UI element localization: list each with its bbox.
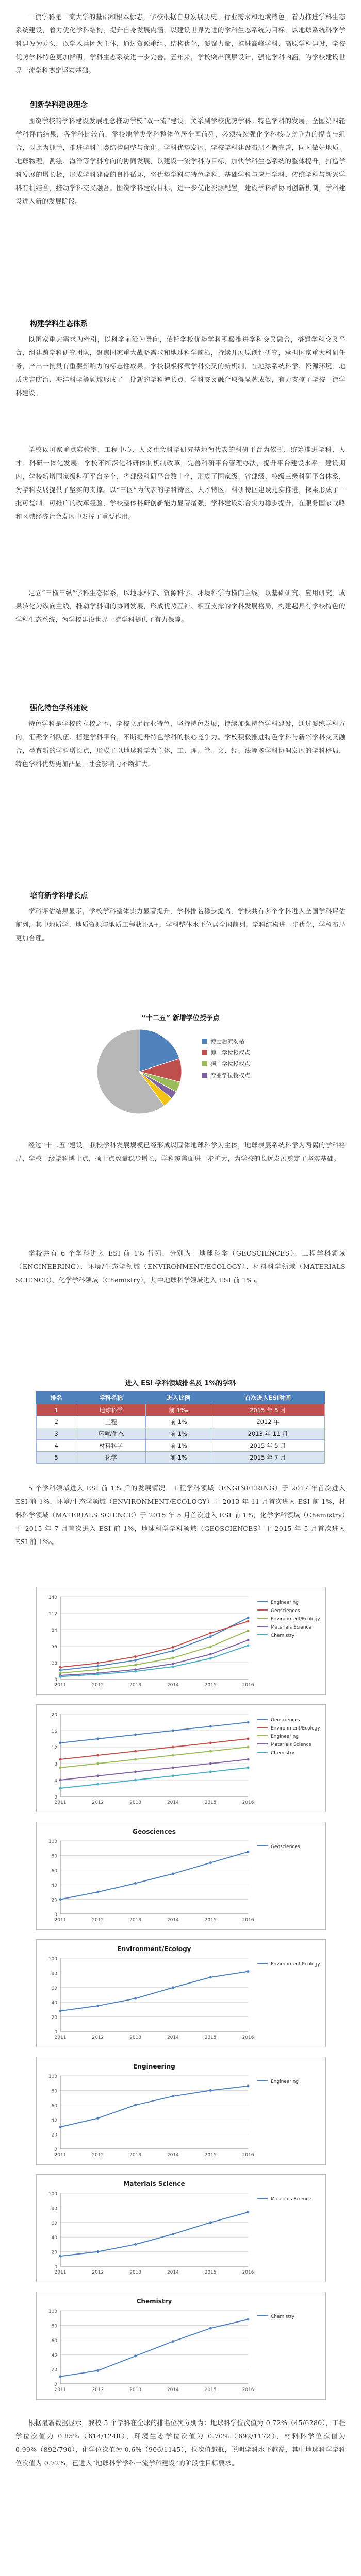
y-tick-label: 20 xyxy=(51,1897,57,1903)
data-point xyxy=(96,1775,99,1777)
section-ranking xyxy=(15,2416,346,2470)
table-cell: 化学 xyxy=(76,1452,146,1464)
x-tick-label: 2014 xyxy=(167,1683,179,1688)
data-point xyxy=(96,1662,99,1665)
esi-header-ratio: 进入比例 xyxy=(146,1392,211,1404)
table-cell: 3 xyxy=(37,1428,76,1440)
table-cell: 环境/生态 xyxy=(76,1428,146,1440)
line-chart-materials-svg xyxy=(37,2175,325,2282)
y-tick-label: 40 xyxy=(51,2353,57,2359)
legend-label: Engineering xyxy=(271,1734,299,1739)
x-tick-label: 2015 xyxy=(204,1918,217,1923)
section-2b xyxy=(15,443,346,523)
data-point xyxy=(172,2095,174,2097)
legend-label: Environment Ecology xyxy=(271,1962,320,1967)
table-cell: 材料科学 xyxy=(76,1440,146,1452)
data-point xyxy=(209,1653,212,1656)
data-point xyxy=(59,1669,62,1671)
x-tick-label: 2011 xyxy=(54,2035,67,2040)
data-point xyxy=(172,1730,174,1732)
x-tick-label: 2014 xyxy=(167,2387,179,2393)
table-cell: 2015 年 7 月 xyxy=(211,1452,325,1464)
data-point xyxy=(172,1986,174,1989)
section-4 xyxy=(15,905,346,945)
legend-label: Chemistry xyxy=(271,1633,295,1638)
table-row xyxy=(37,1404,325,1416)
data-point xyxy=(247,1746,250,1749)
section-heading-2: 构建学科生态体系 xyxy=(30,320,88,328)
data-point xyxy=(96,1891,99,1893)
data-point xyxy=(59,1672,62,1674)
data-point xyxy=(172,2340,174,2343)
data-point xyxy=(209,1742,212,1744)
data-point xyxy=(134,1750,137,1753)
x-tick-label: 2011 xyxy=(54,2270,67,2275)
y-tick-label: 84 xyxy=(51,1628,57,1633)
x-tick-label: 2016 xyxy=(242,1800,254,1805)
data-point xyxy=(209,1976,212,1978)
data-point xyxy=(247,1630,250,1632)
data-point xyxy=(209,1657,212,1660)
series-line xyxy=(60,1972,248,2011)
paragraph-section-2b: 学校以国家重点实验室、工程中心、人文社会科学研究基地为代表的科研平台为依托，统筹推进学科、人才、科研一体化发展。学校不断深化科研体制机制改革，完善科研平台管理办法，提升平台建设水平。建设期内，学校新增国家级科研平台多个，省部级科研平台数十个，形成了国家级、省部级、校级三级科研平台体系，为学科发展提供了坚实的支撑。以“三区”为代表的学科特区、人才特区、科研特区建设扎实推进，探索形成了一批可复制、可推广的改革经验，学校整体科研创新能力显著增强，学科建设综合实力稳步提升，在服务国家战略和区域经济社会发展中发挥了重要作用。 xyxy=(15,446,346,520)
x-tick-label: 2014 xyxy=(167,2270,179,2275)
y-tick-label: 20 xyxy=(51,1713,57,1718)
y-tick-label: 60 xyxy=(51,2338,57,2344)
data-point xyxy=(96,1754,99,1757)
x-tick-label: 2011 xyxy=(54,2387,67,2393)
table-cell: 2015 年 5 月 xyxy=(211,1440,325,1452)
esi-table-header-row xyxy=(37,1392,325,1404)
pie-legend-label: 博士后流动站 xyxy=(210,1038,244,1045)
data-point xyxy=(96,2369,99,2372)
data-point xyxy=(247,1721,250,1724)
y-tick-label: 0 xyxy=(54,2030,57,2035)
legend-label: Chemistry xyxy=(271,1751,295,1756)
paragraph-section-2c: 建立“三横三纵”学科生态体系，以地球科学、资源科学、环境科学为横向主线，以基础研究、应用研究、成果转化为纵向主线，推动学科间的协同发展，形成优势互补、相互支撑的学科发展格局，构建起具有学校特色的学科生态系统，为学校建设世界一流学科提供了有力保障。 xyxy=(15,589,346,623)
data-point xyxy=(59,2010,62,2012)
y-tick-label: 60 xyxy=(51,2221,57,2226)
y-tick-label: 20 xyxy=(51,2250,57,2256)
x-tick-label: 2013 xyxy=(129,2387,142,2393)
table-cell: 2015 年 5 月 xyxy=(211,1404,325,1416)
table-cell: 前 1% xyxy=(146,1428,211,1440)
pie-chart-svg xyxy=(83,1011,278,1119)
x-tick-label: 2016 xyxy=(242,1918,254,1923)
data-point xyxy=(247,2211,250,2213)
data-point xyxy=(134,1779,137,1782)
legend-label: Engineering xyxy=(271,2079,299,2084)
pie-legend-swatch xyxy=(202,1050,207,1055)
table-cell: 地球科学 xyxy=(76,1404,146,1416)
x-tick-label: 2011 xyxy=(54,1918,67,1923)
data-point xyxy=(96,1783,99,1786)
x-tick-label: 2016 xyxy=(242,2153,254,2158)
series-line xyxy=(60,2212,248,2256)
legend-label: Geosciences xyxy=(271,1608,300,1614)
series-line xyxy=(60,1621,248,1667)
y-tick-label: 20 xyxy=(51,2132,57,2138)
table-cell: 5 xyxy=(37,1452,76,1464)
data-point xyxy=(59,1666,62,1669)
legend-label: Materials Science xyxy=(271,1625,312,1630)
legend-label: Geosciences xyxy=(271,1844,300,1850)
pie-legend-swatch xyxy=(202,1073,207,1078)
pie-legend-label: 博士学位授权点 xyxy=(210,1049,250,1056)
section-heading-3: 强化特色学科建设 xyxy=(30,704,88,713)
x-tick-label: 2013 xyxy=(129,2153,142,2158)
data-point xyxy=(209,1762,212,1765)
paragraph-esi-detail: 5 个学科领域进入 ESI 前 1% 后的发展情况，工程学科领域（ENGINEERING）于 2017 年首次进入 ESI 前 1%，环境/生态学领域（ENVIRONMENT/ECOLOGY）于 2013 年 11 月首次进入 ESI 前 1%，材料科学领域（MATERIALS SCIENCE）于 2015 年 5 月首次进入 ESI 前 1%，化学学科领域（Chemistry）于 2015 年 7 月首次进入 ESI 前 1%，地球科学学科领域（GEOSCIENCES）于 2015 年 5 月首次进入 ESI 前 1‰。 xyxy=(15,1484,346,1546)
y-tick-label: 0 xyxy=(54,1795,57,1800)
x-tick-label: 2015 xyxy=(204,2270,217,2275)
x-tick-label: 2015 xyxy=(204,1800,217,1805)
line-chart-1-svg xyxy=(37,1587,325,1694)
x-tick-label: 2011 xyxy=(54,2153,67,2158)
esi-table xyxy=(36,1391,325,1464)
paragraph-section-4: 学科评估结果显示，学校学科整体实力显著提升，学科排名稳步提高，学校共有多个学科进入全国学科评估前列，其中地质学、地质资源与地质工程获评A+，学科整体水平位居全国前列，学科结构进一步优化，学科布局更加合理。 xyxy=(15,907,346,942)
y-tick-label: 12 xyxy=(51,1745,57,1751)
line-chart-1 xyxy=(36,1587,326,1695)
data-point xyxy=(134,1734,137,1736)
x-tick-label: 2014 xyxy=(167,2035,179,2040)
y-tick-label: 60 xyxy=(51,1986,57,1991)
paragraph-esi-intro: 学校共有 6 个学科进入 ESI 前 1% 行列，分别为：地球科学（GEOSCIENCES）、工程学科领域（ENGINEERING）、环境/生态学领域（ENVIRONMENT/ECOLOGY）、材料科学领域（MATERIALS SCIENCE）、化学学科领域（Chemistry），其中地球科学领域进入 ESI 前 1‰。 xyxy=(15,1249,346,1284)
data-point xyxy=(59,2126,62,2128)
data-point xyxy=(96,1665,99,1667)
section-esi-detail xyxy=(15,1482,346,1549)
y-tick-label: 60 xyxy=(51,1868,57,1874)
data-point xyxy=(209,1750,212,1753)
x-tick-label: 2016 xyxy=(242,2387,254,2393)
pie-title: “十二五” 新增学位授予点 xyxy=(141,1014,220,1022)
data-point xyxy=(247,1970,250,1973)
table-cell: 2 xyxy=(37,1416,76,1428)
x-tick-label: 2013 xyxy=(129,2270,142,2275)
esi-table-title: 进入 ESI 学科领域排名及 1%的学科 xyxy=(125,1380,236,1387)
x-tick-label: 2012 xyxy=(92,1800,104,1805)
data-point xyxy=(59,1898,62,1901)
y-tick-label: 100 xyxy=(48,1839,57,1844)
line-chart-environment xyxy=(36,1939,326,2047)
data-point xyxy=(247,1758,250,1761)
y-tick-label: 100 xyxy=(48,2192,57,2197)
paragraph-section-5: 经过“十二五”建设，我校学科发展规模已经形成以固体地球科学为主体，地球表层系统科学为两翼的学科格局，学校一级学科博士点、硕士点数量稳步增长，学科覆盖面进一步扩大，为学校的长远发展奠定了坚实基础。 xyxy=(15,1141,346,1162)
x-tick-label: 2011 xyxy=(54,1683,67,1688)
data-point xyxy=(172,1650,174,1652)
y-tick-label: 20 xyxy=(51,2015,57,2021)
data-point xyxy=(209,1725,212,1728)
x-tick-label: 2014 xyxy=(167,2153,179,2158)
line-chart-2 xyxy=(36,1704,326,1812)
data-point xyxy=(172,2233,174,2235)
intro-section xyxy=(15,10,346,77)
data-point xyxy=(134,1882,137,1885)
line-chart-2-svg xyxy=(37,1705,325,1812)
y-tick-label: 0 xyxy=(54,2382,57,2387)
table-cell: 前 1% xyxy=(146,1416,211,1428)
x-tick-label: 2012 xyxy=(92,2270,104,2275)
data-point xyxy=(247,1851,250,1853)
y-tick-label: 40 xyxy=(51,2235,57,2241)
y-tick-label: 16 xyxy=(51,1729,57,1734)
series-line xyxy=(60,1759,248,1780)
data-point xyxy=(96,1673,99,1675)
section-2c xyxy=(15,586,346,626)
x-tick-label: 2016 xyxy=(242,2270,254,2275)
y-tick-label: 0 xyxy=(54,1677,57,1683)
y-tick-label: 4 xyxy=(54,1778,57,1784)
data-point xyxy=(134,1655,137,1658)
x-tick-label: 2011 xyxy=(54,1800,67,1805)
section-3 xyxy=(15,717,346,771)
data-point xyxy=(209,1646,212,1648)
data-point xyxy=(247,1620,250,1623)
line-chart-geosciences xyxy=(36,1822,326,1930)
line-chart-chemistry-svg xyxy=(37,2292,325,2399)
section-1 xyxy=(15,114,346,208)
y-tick-label: 80 xyxy=(51,2324,57,2329)
y-tick-label: 0 xyxy=(54,2147,57,2153)
data-point xyxy=(247,2318,250,2321)
paragraph-section-2a: 以国家重大需求为牵引，以科学前沿为导向，依托学校优势学科积极推进学科交叉融合，搭建学科交叉平台，组建跨学科研究团队，聚焦国家重大战略需求和地球科学前沿，持续开展原创性研究，承担国家重大科研任务，产出一批具有重要影响力的标志性成果。学校积极探索学科交叉的新机制，在地球系统科学、资源环境、地质灾害防治、海洋科学等领域形成了一批新的学科增长点，学科交叉融合取得显著成效，有力支撑了学校一流学科建设。 xyxy=(15,335,346,397)
degree-points-pie-chart xyxy=(83,1011,278,1119)
data-point xyxy=(96,1738,99,1740)
y-tick-label: 0 xyxy=(54,2265,57,2270)
y-tick-label: 80 xyxy=(51,2206,57,2212)
paragraph-section-1: 围绕学校的学科建设发展理念推动学校“双一流”建设，关系到学校优势学科、特色学科的发展，全国第四轮学科评估结果，各学科比较前，学校地学类学科整体位居全国前列，必须持续强化学科核心竞争力的提高与组合，以此为抓手，推进学科门类结构调整与优化、学科优势发展，学校学科建设布局不断完善，同时做好地质、地球物理、测绘、海洋等学科方向的协同发展，以建设一流学科为目标，加快学科生态系统的整体提升，打造学科发展的增长极，形成学科建设的良性循环，将优势学科与特色学科、基础学科与应用学科、传统学科与新兴学科有机结合，推动学科交叉融合。围绕学科建设目标，进一步优化资源配置，建设学科群协同创新机制，学科建设进入新的发展阶段。 xyxy=(15,117,346,205)
section-heading-4: 培育新学科增长点 xyxy=(30,892,88,900)
data-point xyxy=(134,1664,137,1666)
data-point xyxy=(247,1644,250,1647)
data-point xyxy=(59,1758,62,1761)
y-tick-label: 56 xyxy=(51,1645,57,1650)
data-point xyxy=(96,1762,99,1765)
data-point xyxy=(209,2327,212,2330)
table-cell: 4 xyxy=(37,1440,76,1452)
pie-legend-swatch xyxy=(202,1039,207,1044)
chart-title: Chemistry xyxy=(136,2298,172,2305)
x-tick-label: 2016 xyxy=(242,1683,254,1688)
data-point xyxy=(96,2250,99,2253)
data-point xyxy=(96,2005,99,2007)
y-tick-label: 20 xyxy=(51,2367,57,2373)
y-tick-label: 8 xyxy=(54,1762,57,1767)
table-row xyxy=(37,1440,325,1452)
table-cell: 工程 xyxy=(76,1416,146,1428)
series-line xyxy=(60,1739,248,1759)
data-point xyxy=(247,1617,250,1619)
data-point xyxy=(172,1656,174,1659)
data-point xyxy=(247,1767,250,1769)
x-tick-label: 2015 xyxy=(204,1683,217,1688)
y-tick-label: 100 xyxy=(48,2074,57,2079)
data-point xyxy=(59,1787,62,1790)
data-point xyxy=(172,1754,174,1757)
chart-title: Materials Science xyxy=(123,2180,185,2188)
data-point xyxy=(134,2355,137,2358)
pie-legend-swatch xyxy=(202,1061,207,1066)
line-chart-materials xyxy=(36,2174,326,2282)
data-point xyxy=(59,1767,62,1769)
x-tick-label: 2012 xyxy=(92,2153,104,2158)
y-tick-label: 28 xyxy=(51,1661,57,1666)
x-tick-label: 2015 xyxy=(204,2387,217,2393)
paragraph-intro: 一流学科是一流大学的基础和根本标志，学校根据自身发展历史、行业需求和地域特色，着力推进学科生态系统建设，着力优化学科结构，提升自身发展内涵，以建设世界先进的学科生态系统为目标，以地球系统科学学科建设为龙头，以学术兵团为主体，通过资源重组、结构优化，凝聚力量，推进高峰学科、高原学科建设，学校优势学科特色更加鲜明，学科生态系统进一步完善。五年来，学校突出顶层设计，强化学科内涵，为学校建设世界一流学科奠定坚实基础。 xyxy=(15,13,346,74)
x-tick-label: 2015 xyxy=(204,2035,217,2040)
esi-header-date: 首次进入ESI时间 xyxy=(211,1392,325,1404)
legend-label: Chemistry xyxy=(271,2314,295,2319)
table-cell: 1 xyxy=(37,1404,76,1416)
x-tick-label: 2012 xyxy=(92,2035,104,2040)
series-line xyxy=(60,1768,248,1788)
table-cell: 前 1% xyxy=(146,1440,211,1452)
data-point xyxy=(134,2243,137,2246)
x-tick-label: 2013 xyxy=(129,2035,142,2040)
data-point xyxy=(134,1771,137,1773)
y-tick-label: 40 xyxy=(51,2118,57,2124)
legend-label: Materials Science xyxy=(271,2197,312,2202)
legend-label: Materials Science xyxy=(271,1742,312,1748)
line-chart-geosciences-svg xyxy=(37,1822,325,1929)
y-tick-label: 0 xyxy=(54,1912,57,1918)
line-chart-chemistry xyxy=(36,2292,326,2400)
legend-label: Environment/Ecology xyxy=(271,1617,320,1622)
section-heading-1: 创新学科建设理念 xyxy=(30,101,88,109)
x-tick-label: 2013 xyxy=(129,1918,142,1923)
data-point xyxy=(209,2221,212,2224)
data-point xyxy=(59,1742,62,1744)
x-tick-label: 2013 xyxy=(129,1800,142,1805)
y-tick-label: 80 xyxy=(51,2089,57,2094)
x-tick-label: 2012 xyxy=(92,2387,104,2393)
table-row xyxy=(37,1428,325,1440)
data-point xyxy=(172,1767,174,1769)
data-point xyxy=(209,1635,212,1638)
series-line xyxy=(60,1852,248,1899)
table-cell: 前 1% xyxy=(146,1452,211,1464)
y-tick-label: 40 xyxy=(51,1883,57,1889)
y-tick-label: 100 xyxy=(48,1957,57,1962)
y-tick-label: 140 xyxy=(48,1595,57,1600)
data-point xyxy=(209,1861,212,1864)
table-cell: 2012 年 xyxy=(211,1416,325,1428)
legend-label: Engineering xyxy=(271,1600,299,1605)
line-chart-environment-svg xyxy=(37,1940,325,2047)
series-line xyxy=(60,2319,248,2377)
line-chart-engineering-svg xyxy=(37,2057,325,2164)
section-2 xyxy=(15,333,346,400)
legend-label: Geosciences xyxy=(271,1718,300,1723)
data-point xyxy=(172,1663,174,1665)
data-point xyxy=(59,2255,62,2258)
data-point xyxy=(96,2117,99,2120)
data-point xyxy=(172,1775,174,1777)
data-point xyxy=(59,1779,62,1782)
pie-legend-label: 硕士学位授权点 xyxy=(210,1061,250,1067)
data-point xyxy=(172,1666,174,1668)
x-tick-label: 2016 xyxy=(242,2035,254,2040)
data-point xyxy=(59,1675,62,1678)
x-tick-label: 2014 xyxy=(167,1918,179,1923)
section-esi-intro xyxy=(15,1247,346,1287)
esi-header-subject: 学科名称 xyxy=(76,1392,146,1404)
data-point xyxy=(172,1746,174,1749)
data-point xyxy=(172,1872,174,1875)
y-tick-label: 112 xyxy=(48,1612,57,1617)
x-tick-label: 2012 xyxy=(92,1683,104,1688)
data-point xyxy=(134,1659,137,1662)
data-point xyxy=(209,1771,212,1773)
series-line xyxy=(60,2086,248,2127)
paragraph-section-3: 特色学科是学校的立校之本，学校立足行业特色，坚持特色发展，持续加强特色学科建设，通过凝练学科方向、汇聚学科队伍、搭建学科平台，不断提升特色学科的核心竞争力。学校积极推进特色学科与新兴学科交叉融合，孕育新的学科增长点，形成了以地球科学为主体，工、理、管、文、经、法等多学科协调发展的学科格局，特色学科优势更加凸显，社会影响力不断扩大。 xyxy=(15,720,346,768)
data-point xyxy=(134,2104,137,2106)
y-tick-label: 80 xyxy=(51,1854,57,1859)
y-tick-label: 60 xyxy=(51,2103,57,2109)
esi-header-rank: 排名 xyxy=(37,1392,76,1404)
data-point xyxy=(247,1738,250,1740)
data-point xyxy=(247,2084,250,2087)
y-tick-label: 80 xyxy=(51,1971,57,1977)
table-cell: 2013 年 11 月 xyxy=(211,1428,325,1440)
chart-title: Geosciences xyxy=(133,1828,176,1835)
pie-legend-label: 专业学位授权点 xyxy=(210,1072,250,1079)
series-line xyxy=(60,1747,248,1768)
table-row xyxy=(37,1416,325,1428)
data-point xyxy=(209,2089,212,2092)
y-tick-label: 40 xyxy=(51,2001,57,2006)
table-cell: 前 1‰ xyxy=(146,1404,211,1416)
chart-title: Engineering xyxy=(133,2063,175,2070)
series-line xyxy=(60,1722,248,1743)
table-row xyxy=(37,1452,325,1464)
data-point xyxy=(59,2375,62,2378)
data-point xyxy=(209,1632,212,1634)
paragraph-ranking: 根据最新数据显示，我校 5 个学科在全球的排名位次分别为：地球科学位次值为 0.72%（45/6280），工程学位次值为 0.85%（614/1248），环境生态学位次值为 0.70%（692/1172），材料科学位次值为 0.99%（892/790），化学位次值为 0.6%（906/1145），位次值越低，说明学科水平越高，其中地球科学学科位次值为 0.72%，已进入“地球科学学科一流学科建设”的阶段性目标要求。 xyxy=(15,2419,346,2467)
legend-label: Environment/Ecology xyxy=(271,1726,320,1731)
x-tick-label: 2014 xyxy=(167,1800,179,1805)
line-chart-engineering xyxy=(36,2057,326,2165)
x-tick-label: 2015 xyxy=(204,2153,217,2158)
data-point xyxy=(247,1639,250,1641)
x-tick-label: 2012 xyxy=(92,1918,104,1923)
data-point xyxy=(134,1997,137,2000)
x-tick-label: 2013 xyxy=(129,1683,142,1688)
data-point xyxy=(172,1646,174,1649)
data-point xyxy=(134,1758,137,1761)
data-point xyxy=(134,1670,137,1673)
y-tick-label: 100 xyxy=(48,2309,57,2314)
chart-title: Environment/Ecology xyxy=(117,1945,191,1953)
section-5 xyxy=(15,1139,346,1165)
data-point xyxy=(96,1668,99,1671)
